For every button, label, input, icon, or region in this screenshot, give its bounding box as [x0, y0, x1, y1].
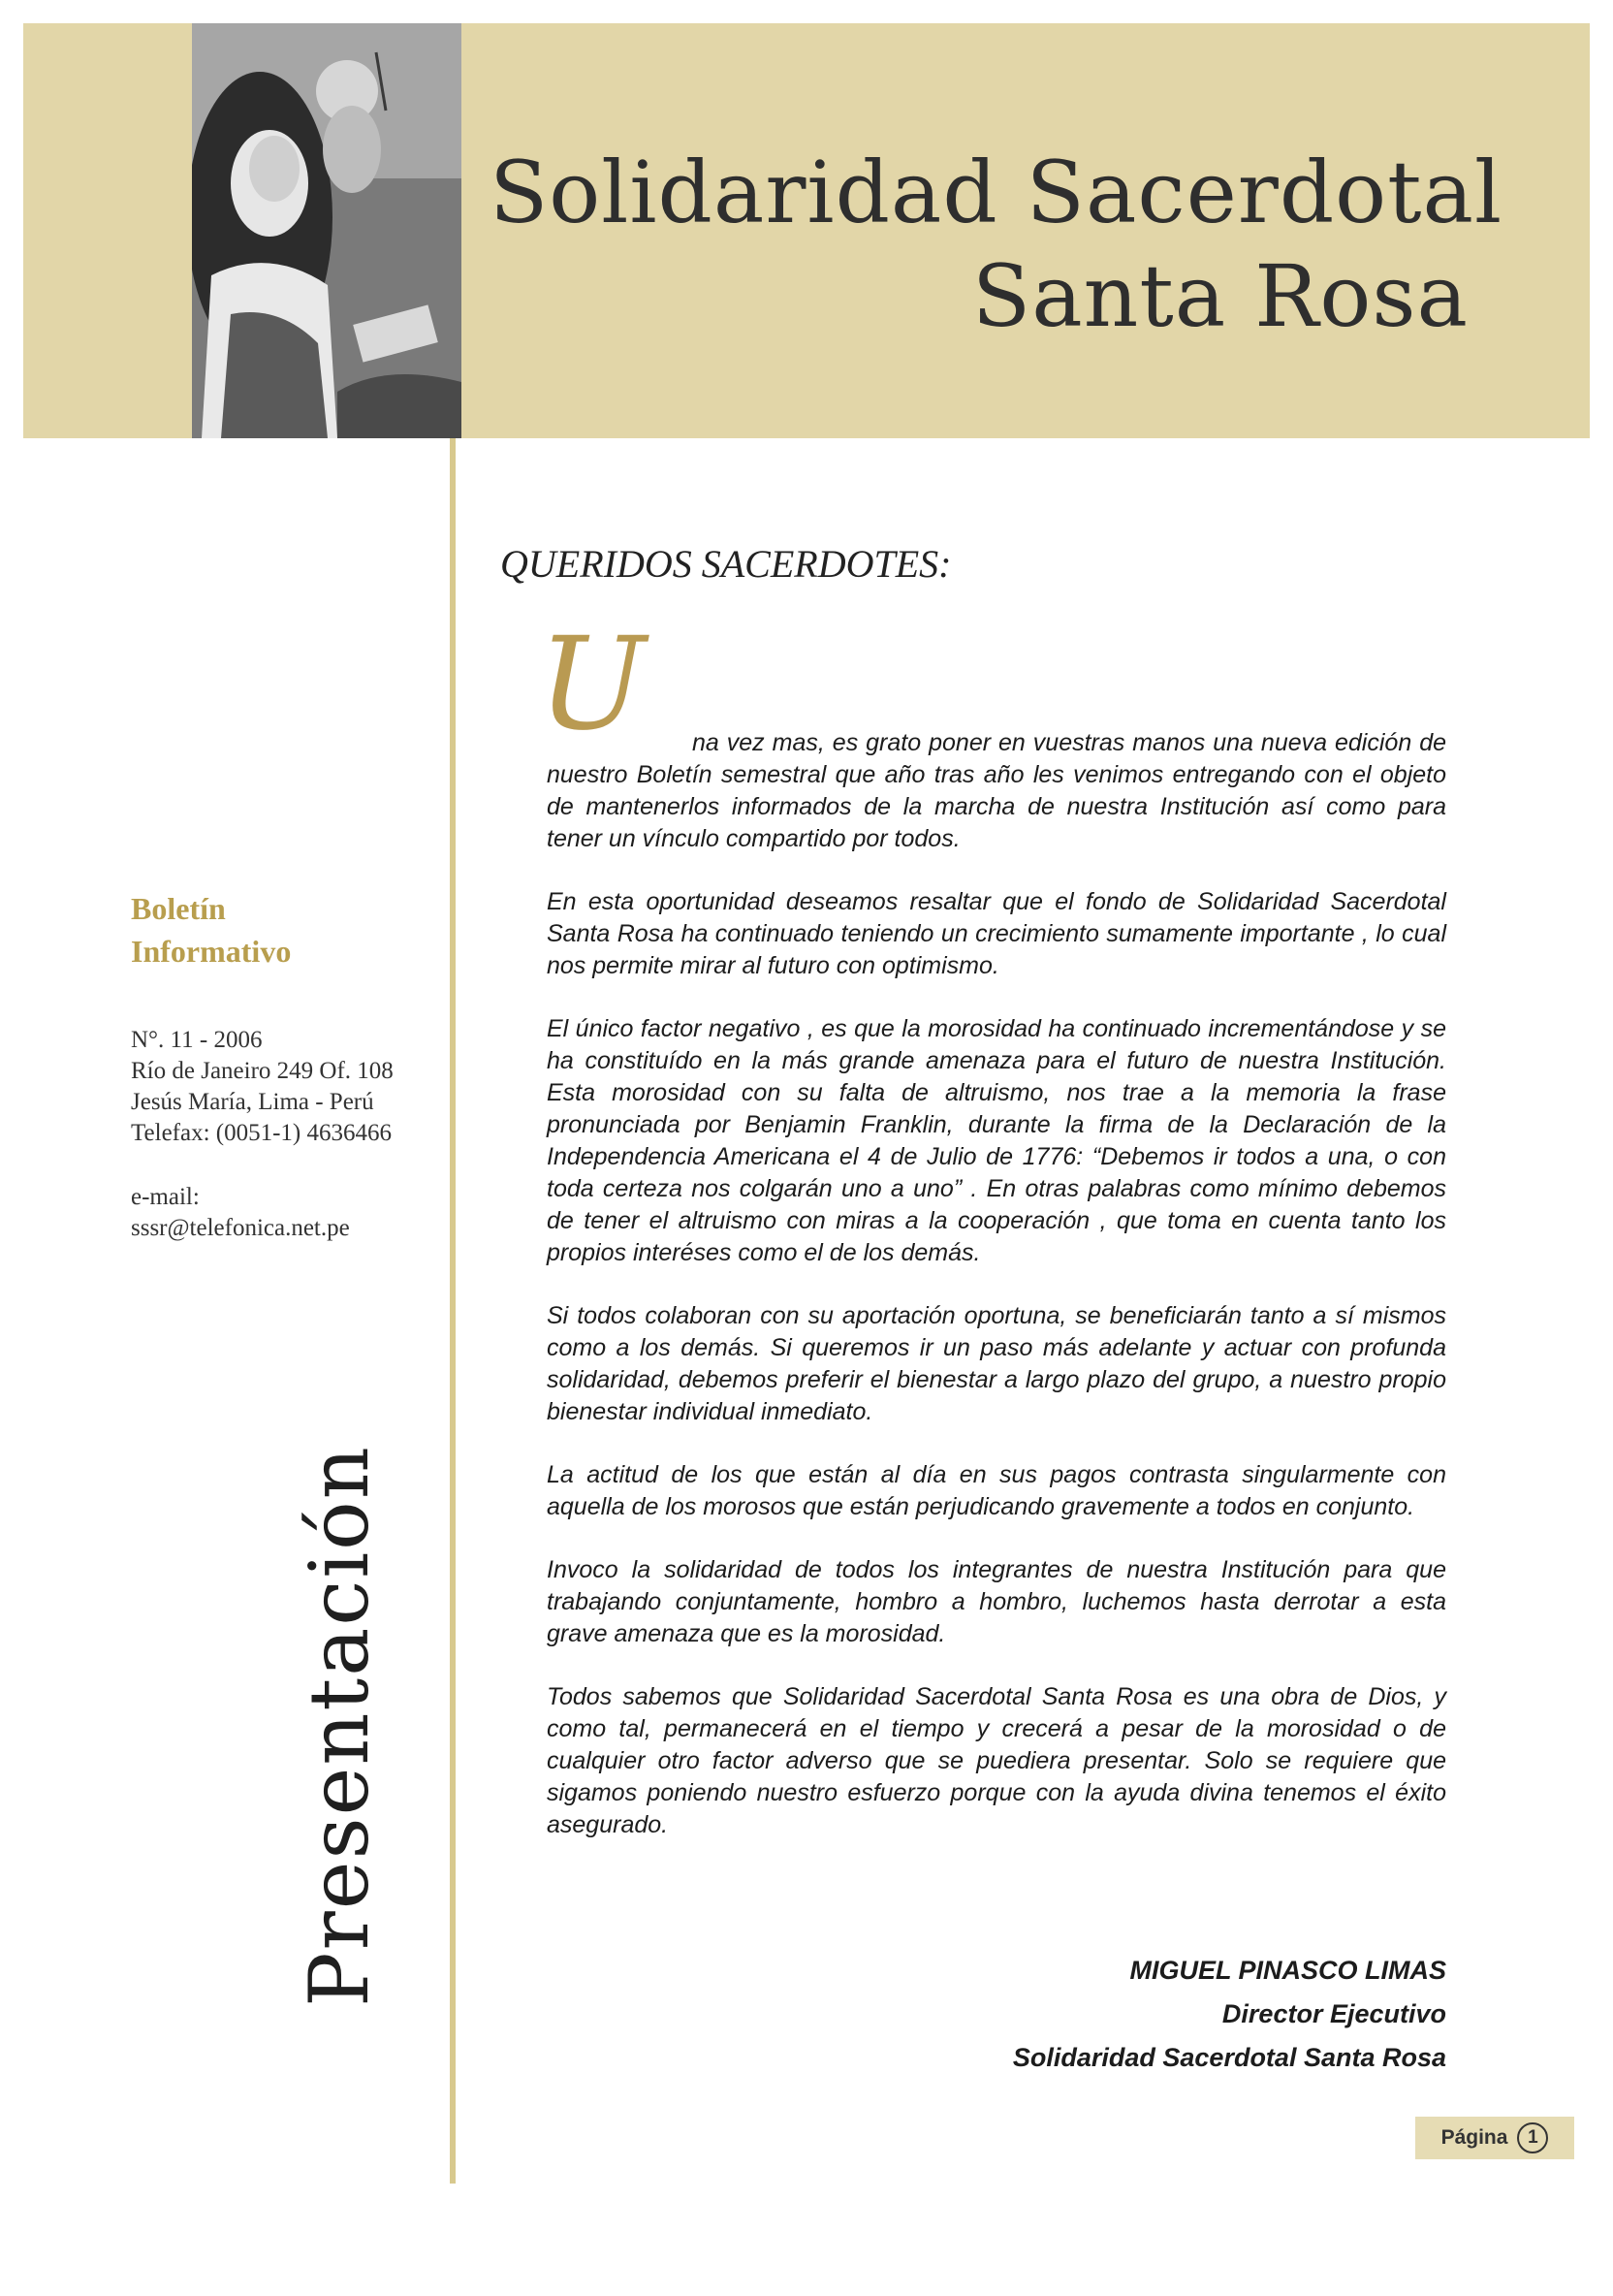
email-label: e-mail: [131, 1184, 200, 1210]
paragraph-7: Todos sabemos que Solidaridad Sacerdotal Santa Rosa es una obra de Dios, y como tal, permanecerá en el tiempo y crecerá a pesar de la morosidad o de cualquier otro factor adverso que se puediera presentar. Solo se requiere que sigamos poniendo nuestro esfuerzo porque con la ayuda divina tenemos el éxito asegurado. [547, 1683, 1446, 1838]
sidebar-title-line1: Boletín [131, 891, 226, 926]
paragraph-3: El único factor negativo , es que la morosidad ha continuado incrementándose y se ha constituído en la más grande amenaza para el futuro de nuestra Institución. Esta morosidad con su falta de altruismo, nos trae a la memoria la frase pronunciada por Benjamin Franklin, durante la firma de la Declaración de la Independencia Americana el 4 de Julio de 1776: “Debemos ir todos a una, o con toda certeza nos colgarán uno a uno” . En otras palabras como mínimo debemos de tener el altruismo con miras a la cooperación , que toma en cuenta tanto los propios interéses como el de los demás. [547, 1015, 1446, 1266]
email-address: sssr@telefonica.net.pe [131, 1215, 350, 1241]
vertical-divider [450, 438, 456, 2184]
sidebar-title-line2: Informativo [131, 934, 292, 969]
contact-info [131, 1025, 441, 1149]
page-number: 1 [1517, 2122, 1548, 2153]
saint-rose-illustration [192, 23, 461, 438]
signature-title: Director Ejecutivo [1221, 1999, 1446, 2028]
signature-block [872, 1949, 1446, 2080]
section-label-vertical: Presentación [292, 1445, 387, 2007]
issue-number: N°. 11 - 2006 [131, 1027, 263, 1053]
signature-org: Solidaridad Sacerdotal Santa Rosa [1012, 2043, 1446, 2072]
paragraph-5: La actitud de los que están al día en sus pagos contrasta singularmente con aquella de los morosos que están perjudicando gravemente a todos en conjunto. [547, 1461, 1446, 1520]
telefax: Telefax: (0051-1) 4636466 [131, 1120, 393, 1146]
header-title-line2: Santa Rosa [971, 246, 1469, 346]
signature-name: MIGUEL PINASCO LIMAS [1129, 1956, 1446, 1985]
paragraph-2: En esta oportunidad deseamos resaltar que el fondo de Solidaridad Sacerdotal Santa Rosa ha continuado teniendo un crecimiento sumamente importante , lo cual nos permite mirar al futuro con optimismo. [547, 888, 1446, 979]
drop-cap: U [538, 610, 647, 759]
paragraph-6: Invoco la solidaridad de todos los integrantes de nuestra Institución para que trabajando conjuntamente, hombro a hombro, luchemos hasta derrotar a esta grave amenaza que es la morosidad. [547, 1556, 1446, 1647]
page-label: Página [1440, 2126, 1508, 2149]
paragraph-4: Si todos colaboran con su aportación oportuna, se beneficiarán tanto a sí mismos como a los demás. Si queremos ir un paso más adelante y actuar con profunda solidaridad, debemos preferir el bienestar a largo plazo del grupo, a nuestro propio bienestar individual inmediato. [547, 1302, 1446, 1425]
address-line1: Río de Janeiro 249 Of. 108 [131, 1058, 394, 1084]
header-title-line1: Solidaridad Sacerdotal [490, 143, 1503, 242]
paragraph-1: na vez mas, es grato poner en vuestras manos una nueva edición de nuestro Boletín semestral que año tras año les venimos entregando con el objeto de mantenerlos informados de la marcha de nuestra Institución así como para tener un vínculo compartido por todos. [547, 729, 1446, 852]
address-line2: Jesús María, Lima - Perú [131, 1089, 374, 1115]
page-indicator [1415, 2117, 1574, 2159]
email-block [131, 1182, 441, 1244]
letter-greeting: QUERIDOS SACERDOTES: [500, 542, 952, 586]
letter-body [547, 727, 1446, 1872]
sidebar [131, 887, 441, 1244]
